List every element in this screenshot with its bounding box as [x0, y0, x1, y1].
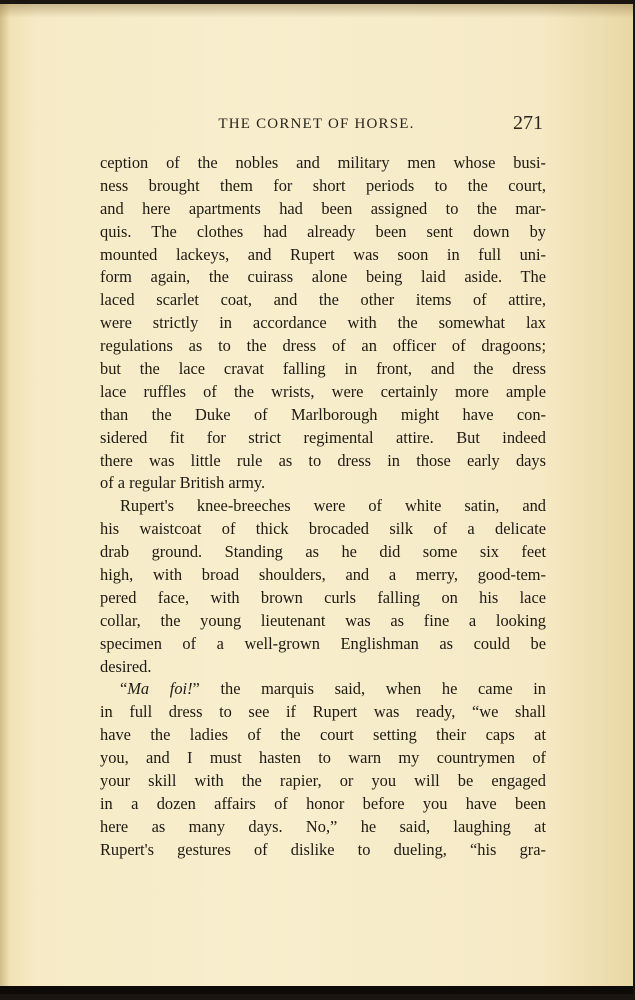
text-line: ception of the nobles and military men whose busi- — [100, 153, 546, 172]
italic-phrase: Ma foi! — [127, 679, 193, 699]
text-line: quis. The clothes had already been sent down by — [100, 221, 546, 241]
page-top-shadow — [0, 4, 633, 18]
page-gutter-shadow — [0, 4, 10, 994]
text-line: desired. — [100, 656, 152, 676]
book-page — [0, 4, 633, 994]
text-line: pered face, with brown curls falling on his lace — [100, 587, 546, 607]
running-header — [0, 114, 633, 138]
text-line: and here apartments had been assigned to the mar- — [100, 198, 546, 218]
text-line: his waistcoat of thick brocaded silk of a delicate — [100, 519, 546, 539]
text-line: mounted lackeys, and Rupert was soon in full uni- — [100, 244, 546, 264]
text-line: high, with broad shoulders, and a merry, good-tem- — [100, 565, 546, 585]
text-line: specimen of a well-grown Englishman as could be — [100, 633, 546, 653]
open-quote: “ — [120, 679, 128, 699]
running-title: THE CORNET OF HORSE. — [218, 116, 415, 132]
text-line: there was little rule as to dress in those early days — [100, 450, 546, 470]
text-line: regulations as to the dress of an officer of dragoons; — [100, 336, 546, 356]
text-line: drab ground. Standing as he did some six feet — [100, 542, 546, 562]
text-line: ness brought them for short periods to the court, — [100, 175, 546, 195]
text-line: were strictly in accordance with the somewhat lax — [100, 313, 546, 333]
body-text — [100, 152, 546, 862]
text-line — [100, 678, 546, 701]
text-line: than the Duke of Marlborough might have con- — [100, 404, 546, 424]
text-line: your skill with the rapier, or you will be engaged — [100, 771, 546, 791]
text-line: have the ladies of the court setting their caps at — [100, 725, 546, 745]
text-line: laced scarlet coat, and the other items of attire, — [100, 290, 546, 310]
line-remainder: ” the marquis said, when he came in — [192, 679, 546, 699]
page-bottom-edge — [0, 986, 633, 994]
text-line: Rupert's gestures of dislike to dueling, “his gra- — [100, 839, 546, 859]
page-number: 271 — [513, 112, 543, 134]
text-line: Rupert's knee-breeches were of white satin, and — [120, 496, 546, 516]
text-line: in full dress to see if Rupert was ready, “we shall — [100, 702, 546, 722]
text-line: collar, the young lieutenant was as fine a looking — [100, 610, 546, 630]
text-line: of a regular British army. — [100, 473, 266, 493]
text-line: form again, the cuirass alone being laid aside. The — [100, 267, 546, 287]
text-line: but the lace cravat falling in front, and the dress — [100, 359, 546, 379]
text-line: sidered fit for strict regimental attire. But indeed — [100, 427, 546, 447]
text-line: in a dozen affairs of honor before you have been — [100, 793, 546, 813]
text-line: here as many days. No,” he said, laughing at — [100, 816, 546, 836]
text-line: lace ruffles of the wrists, were certainly more ample — [100, 381, 546, 401]
text-line: you, and I must hasten to warn my countrymen of — [100, 748, 546, 768]
